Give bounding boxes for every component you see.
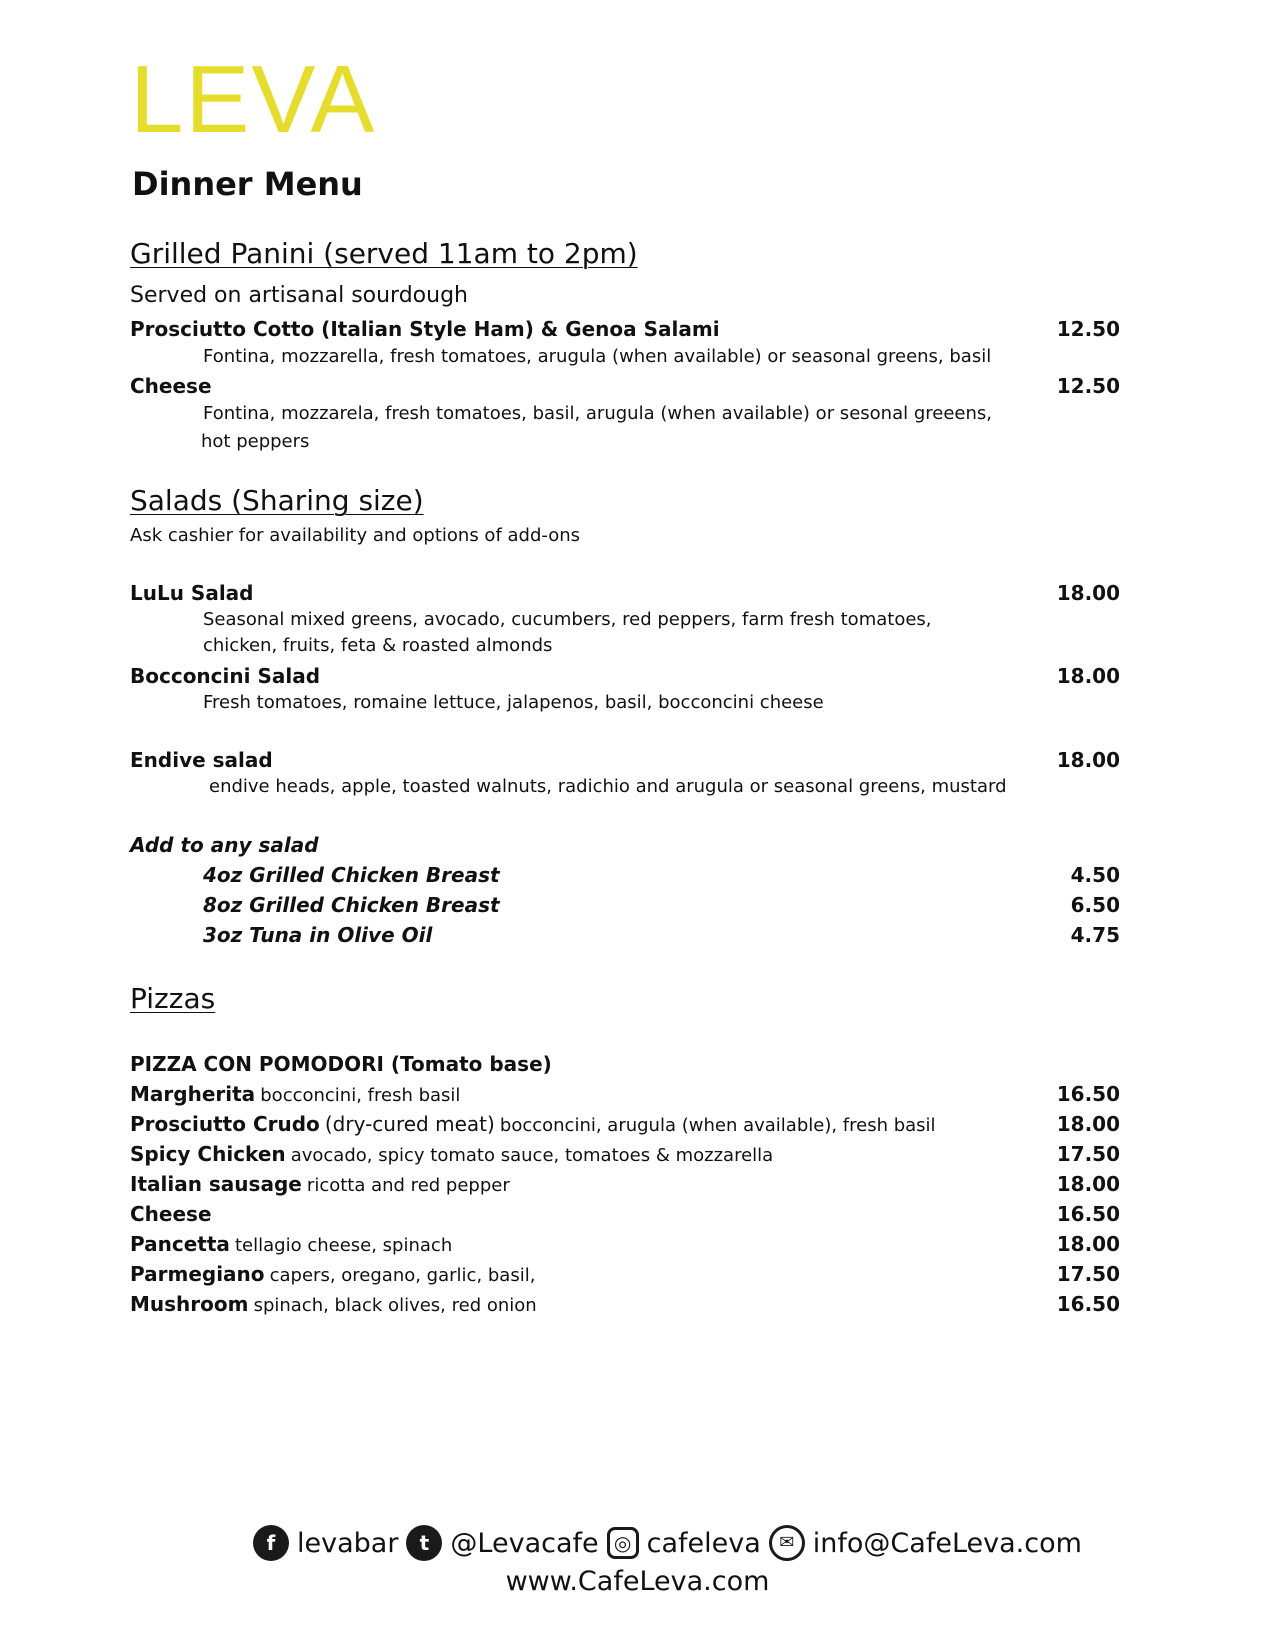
menu-item-price: 18.00: [1056, 581, 1120, 605]
pizza-price: 16.50: [1056, 1202, 1120, 1226]
menu-item-price: 12.50: [1056, 317, 1120, 341]
instagram-handle[interactable]: cafeleva: [646, 1527, 761, 1559]
addon-price: 4.75: [1070, 923, 1120, 947]
brand-logo: LEVA: [130, 46, 377, 153]
page-title: Dinner Menu: [132, 165, 363, 203]
menu-item-description: endive heads, apple, toasted walnuts, radichio and arugula or seasonal greens, mustard: [209, 776, 1007, 797]
pizza-price: 16.50: [1056, 1292, 1120, 1316]
pizza-name: Parmegiano: [130, 1262, 265, 1286]
pizza-name: Margherita: [130, 1082, 256, 1106]
pizza-row: [130, 1264, 535, 1285]
pizza-price: 18.00: [1056, 1172, 1120, 1196]
section-heading-pizzas: Pizzas: [130, 982, 216, 1015]
pizza-description: capers, oregano, garlic, basil,: [269, 1265, 536, 1286]
pizza-price: 18.00: [1056, 1232, 1120, 1256]
addons-heading: Add to any salad: [130, 833, 319, 857]
menu-item-description: Fontina, mozzarela, fresh tomatoes, basil, arugula (when available) or sesonal greeens,: [203, 403, 992, 424]
pizza-description: avocado, spicy tomato sauce, tomatoes & mozzarella: [290, 1145, 774, 1166]
website-link[interactable]: www.CafeLeva.com: [505, 1566, 770, 1597]
twitter-handle[interactable]: @Levacafe: [450, 1527, 599, 1559]
menu-item-description: Seasonal mixed greens, avocado, cucumbers, red peppers, farm fresh tomatoes,: [203, 609, 932, 630]
pizzas-subheading: PIZZA CON POMODORI (Tomato base): [130, 1052, 552, 1076]
menu-item-name: Cheese: [130, 374, 212, 398]
facebook-handle[interactable]: levabar: [297, 1527, 399, 1559]
section-heading-salads: Salads (Sharing size): [130, 484, 424, 517]
pizza-name: Spicy Chicken: [130, 1142, 286, 1166]
menu-item-name: Prosciutto Cotto (Italian Style Ham) & Genoa Salami: [130, 317, 720, 341]
pizza-description: (dry-cured meat): [324, 1112, 495, 1136]
pizza-row: [130, 1294, 537, 1315]
pizza-name: Italian sausage: [130, 1172, 302, 1196]
pizza-description: spinach, black olives, red onion: [253, 1295, 537, 1316]
pizza-name: Mushroom: [130, 1292, 249, 1316]
menu-item-description: Fontina, mozzarella, fresh tomatoes, arugula (when available) or seasonal greens, basil: [203, 346, 992, 367]
pizza-row: [130, 1174, 510, 1195]
menu-item-price: 18.00: [1056, 748, 1120, 772]
pizza-price: 17.50: [1056, 1262, 1120, 1286]
salads-note: Ask cashier for availability and options of add-ons: [130, 525, 581, 546]
pizza-description: tellagio cheese, spinach: [235, 1235, 453, 1256]
pizza-name: Prosciutto Crudo: [130, 1112, 320, 1136]
menu-item-description: Fresh tomatoes, romaine lettuce, jalapenos, basil, bocconcini cheese: [203, 692, 824, 713]
pizza-row: [130, 1084, 460, 1105]
pizza-price: 17.50: [1056, 1142, 1120, 1166]
pizza-row: [130, 1114, 936, 1135]
pizza-row: [130, 1234, 452, 1255]
menu-item-name: Bocconcini Salad: [130, 664, 321, 688]
twitter-icon: t: [406, 1525, 442, 1561]
pizza-row: [130, 1144, 773, 1165]
pizza-name: Pancetta: [130, 1232, 230, 1256]
menu-item-name: Endive salad: [130, 748, 273, 772]
email-link[interactable]: info@CafeLeva.com: [812, 1527, 1082, 1559]
menu-item-price: 18.00: [1056, 664, 1120, 688]
facebook-icon: f: [253, 1525, 289, 1561]
menu-item-name: LuLu Salad: [130, 581, 254, 605]
addon-price: 4.50: [1070, 863, 1120, 887]
panini-subheading: Served on artisanal sourdough: [130, 283, 468, 308]
pizza-price: 18.00: [1056, 1112, 1120, 1136]
pizza-price: 16.50: [1056, 1082, 1120, 1106]
menu-item-description: hot peppers: [201, 431, 310, 452]
section-heading-panini: Grilled Panini (served 11am to 2pm): [130, 237, 638, 270]
addon-name: 4oz Grilled Chicken Breast: [203, 863, 500, 887]
footer-social-links: [253, 1525, 1090, 1561]
menu-item-price: 12.50: [1056, 374, 1120, 398]
pizza-name: Cheese: [130, 1202, 212, 1226]
pizza-description: ricotta and red pepper: [306, 1175, 510, 1196]
pizza-row: [130, 1204, 212, 1225]
addon-name: 3oz Tuna in Olive Oil: [203, 923, 433, 947]
pizza-description: bocconcini, arugula (when available), fresh basil: [499, 1115, 936, 1136]
pizza-description: bocconcini, fresh basil: [260, 1085, 461, 1106]
addon-price: 6.50: [1070, 893, 1120, 917]
menu-item-description: chicken, fruits, feta & roasted almonds: [203, 635, 553, 656]
instagram-icon: ◎: [607, 1527, 639, 1559]
email-icon: ✉: [769, 1525, 805, 1561]
addon-name: 8oz Grilled Chicken Breast: [203, 893, 500, 917]
